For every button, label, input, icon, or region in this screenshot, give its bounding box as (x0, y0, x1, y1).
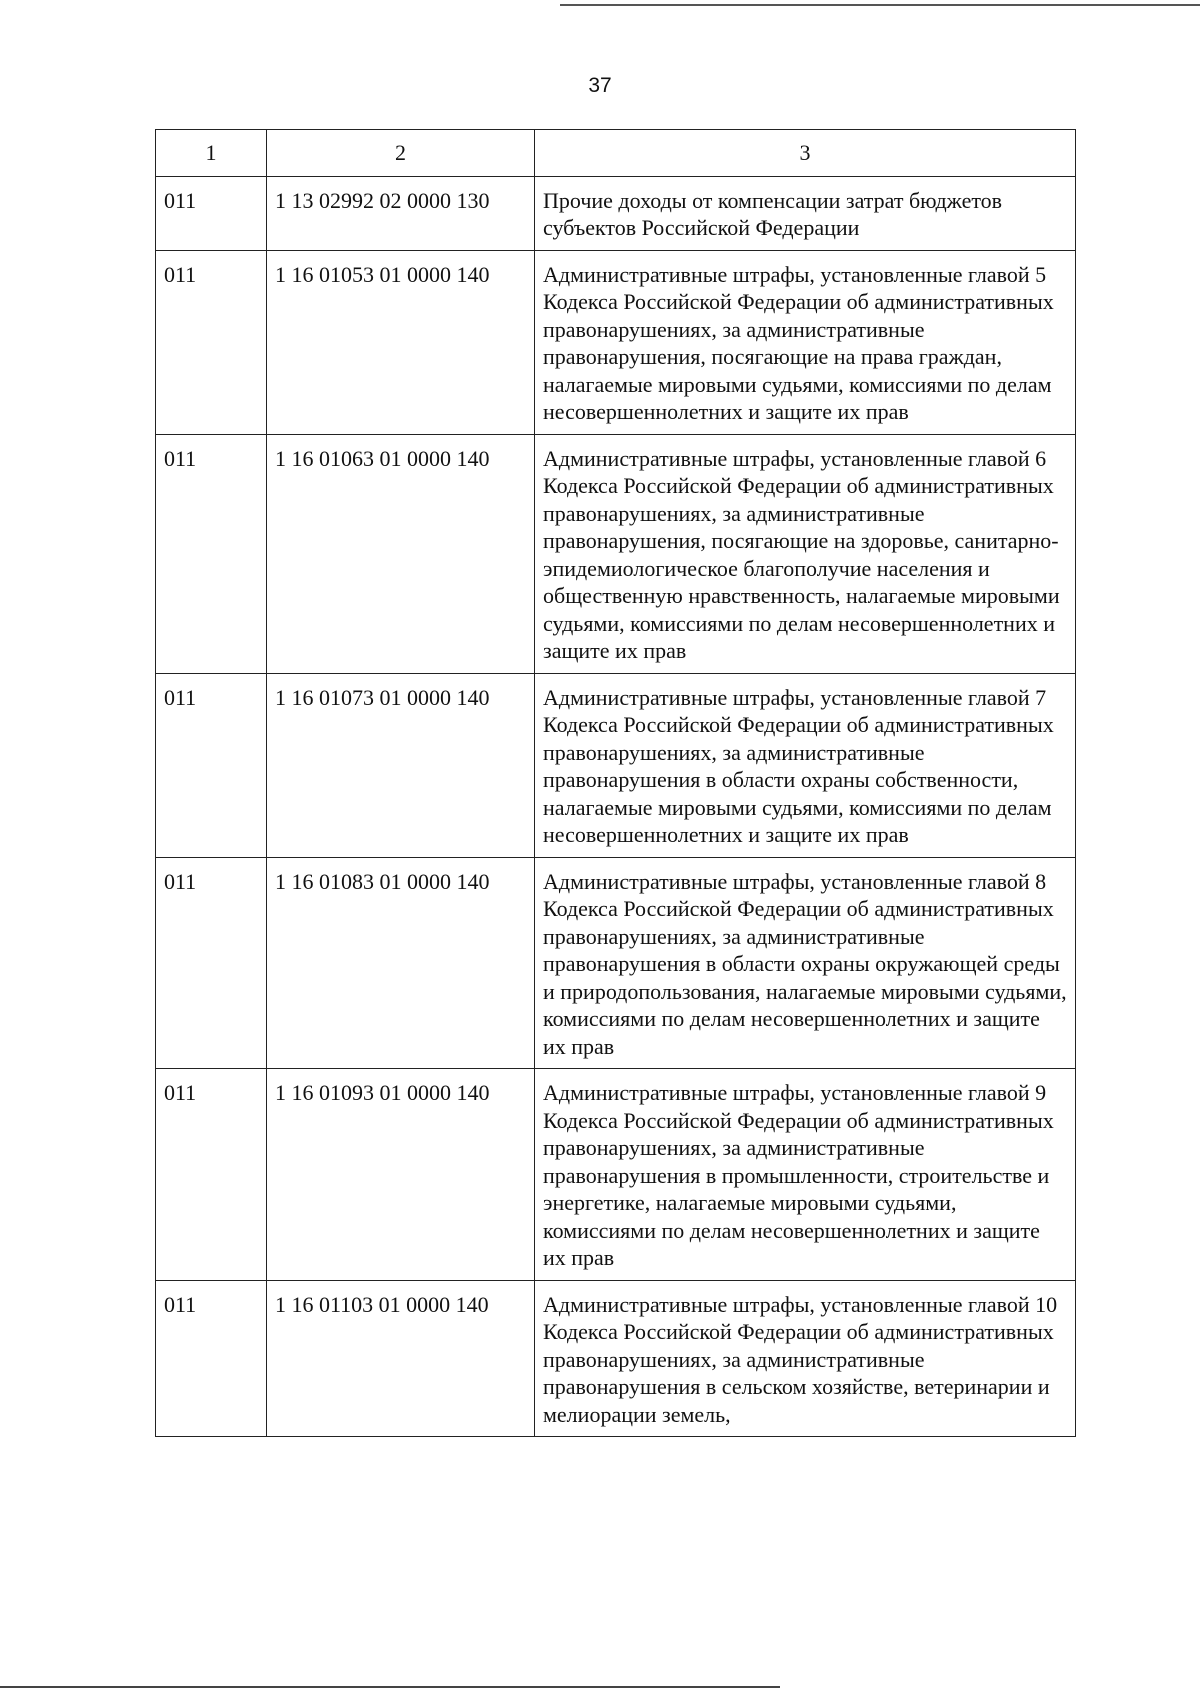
description-cell: Административные штрафы, установленные главой 10 Кодекса Российской Федерации об административных правонарушениях, за административные правонарушения в сельском хозяйстве, ветеринарии и мелиорации земель, (535, 1280, 1076, 1437)
table-row (156, 434, 1076, 673)
admin-code-cell: 011 (156, 1069, 267, 1281)
admin-code-cell: 011 (156, 250, 267, 434)
description-cell: Прочие доходы от компенсации затрат бюджетов субъектов Российской Федерации (535, 176, 1076, 250)
revenue-code-cell: 1 16 01103 01 0000 140 (267, 1280, 535, 1437)
scan-bottom-edge-line (0, 1686, 780, 1688)
header-cell-1: 1 (156, 130, 267, 177)
revenue-code-cell: 1 16 01083 01 0000 140 (267, 857, 535, 1069)
page-number: 37 (588, 74, 612, 97)
description-cell: Административные штрафы, установленные главой 5 Кодекса Российской Федерации об административных правонарушениях, за административные правонарушения, посягающие на права граждан, налагаемые мировыми судьями, комиссиями по делам несовершеннолетних и защите их прав (535, 250, 1076, 434)
description-cell: Административные штрафы, установленные главой 8 Кодекса Российской Федерации об административных правонарушениях, за административные правонарушения в области охраны окружающей среды и природопользования, налагаемые мировыми судьями, комиссиями по делам несовершеннолетних и защите их прав (535, 857, 1076, 1069)
admin-code-cell: 011 (156, 434, 267, 673)
scan-top-edge-line (560, 4, 1200, 6)
revenue-code-cell: 1 16 01063 01 0000 140 (267, 434, 535, 673)
revenue-code-cell: 1 16 01053 01 0000 140 (267, 250, 535, 434)
header-cell-2: 2 (267, 130, 535, 177)
revenue-code-cell: 1 16 01093 01 0000 140 (267, 1069, 535, 1281)
admin-code-cell: 011 (156, 1280, 267, 1437)
revenue-code-cell: 1 13 02992 02 0000 130 (267, 176, 535, 250)
description-cell: Административные штрафы, установленные главой 7 Кодекса Российской Федерации об административных правонарушениях, за административные правонарушения в области охраны собственности, налагаемые мировыми судьями, комиссиями по делам несовершеннолетних и защите их прав (535, 673, 1076, 857)
table-row (156, 176, 1076, 250)
admin-code-cell: 011 (156, 176, 267, 250)
table-row (156, 673, 1076, 857)
revenue-codes-table (155, 129, 1076, 1437)
table-row (156, 857, 1076, 1069)
table-row (156, 1280, 1076, 1437)
description-cell: Административные штрафы, установленные главой 9 Кодекса Российской Федерации об административных правонарушениях, за административные правонарушения в промышленности, строительстве и энергетике, налагаемые мировыми судьями, комиссиями по делам несовершеннолетних и защите их прав (535, 1069, 1076, 1281)
admin-code-cell: 011 (156, 857, 267, 1069)
admin-code-cell: 011 (156, 673, 267, 857)
table-header-row (156, 130, 1076, 177)
revenue-code-cell: 1 16 01073 01 0000 140 (267, 673, 535, 857)
header-cell-3: 3 (535, 130, 1076, 177)
table-row (156, 250, 1076, 434)
description-cell: Административные штрафы, установленные главой 6 Кодекса Российской Федерации об административных правонарушениях, за административные правонарушения, посягающие на здоровье, санитарно-эпидемиологическое благополучие населения и общественную нравственность, налагаемые мировыми судьями, комиссиями по делам несовершеннолетних и защите их прав (535, 434, 1076, 673)
table-row (156, 1069, 1076, 1281)
